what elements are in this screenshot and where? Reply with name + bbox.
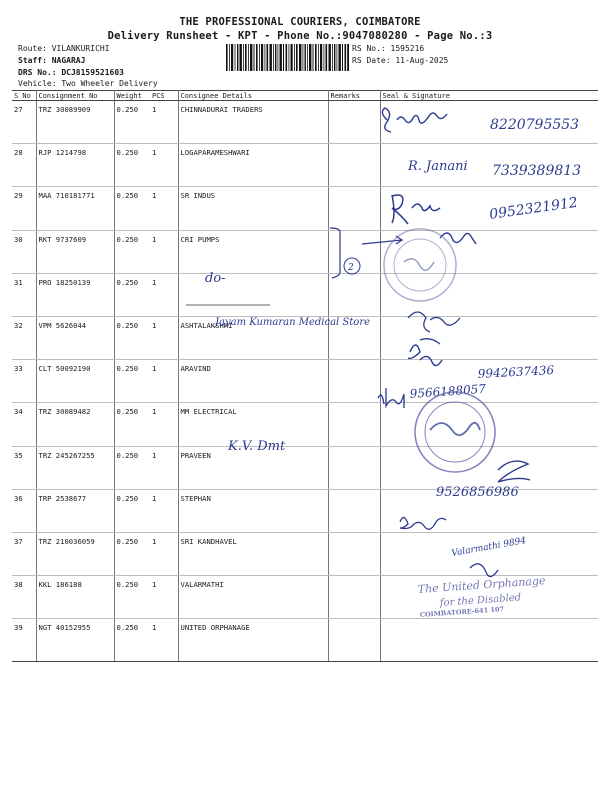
cell-sno: 29 — [12, 187, 36, 230]
cell-consignee: MM ELECTRICAL — [178, 403, 328, 446]
col-header-consignment: Consignment No — [36, 91, 114, 101]
cell-weight: 0.250 — [114, 446, 150, 489]
cell-weight: 0.250 — [114, 316, 150, 359]
signature-scribble — [382, 108, 447, 132]
cell-weight: 0.250 — [114, 144, 150, 187]
handwritten-ditto: do- — [205, 271, 226, 286]
cell-consignment: TRZ 245267255 — [36, 446, 114, 489]
cell-consignment: CLT 50092190 — [36, 360, 114, 403]
signature-scribble — [470, 564, 498, 577]
cell-pcs: 1 — [150, 316, 178, 359]
cell-consignment: MAA 710181771 — [36, 187, 114, 230]
cell-consignment: TRZ 210036059 — [36, 532, 114, 575]
cell-weight: 0.250 — [114, 101, 150, 144]
signature-scribble — [408, 345, 442, 366]
cell-consignment: NGT 40152955 — [36, 619, 114, 662]
cell-consignee: ASHTALAKSHMI — [178, 316, 328, 359]
col-header-remarks: Remarks — [328, 91, 380, 101]
cell-consignee: VALARMATHI — [178, 576, 328, 619]
stamp-text: COIMBATORE-641 107 — [419, 605, 505, 619]
col-header-signature: Seal & Signature — [380, 91, 598, 101]
cell-weight: 0.250 — [114, 489, 150, 532]
col-header-consignee: Consignee Details — [178, 91, 328, 101]
cell-sno: 38 — [12, 576, 36, 619]
cell-weight: 0.250 — [114, 532, 150, 575]
cell-pcs: 1 — [150, 101, 178, 144]
cell-sno: 30 — [12, 230, 36, 273]
cell-weight: 0.250 — [114, 230, 150, 273]
signature-scribble — [498, 461, 530, 482]
cell-sno: 39 — [12, 619, 36, 662]
cell-consignee: SRI KANDHAVEL — [178, 532, 328, 575]
business-stamp-seal — [415, 392, 495, 472]
cell-pcs: 1 — [150, 619, 178, 662]
orphanage-stamp — [417, 574, 546, 619]
cell-pcs: 1 — [150, 360, 178, 403]
company-seal-stamp — [384, 229, 456, 301]
handwritten-name: R. Janani — [408, 159, 468, 174]
col-header-pcs: PCS — [150, 91, 178, 101]
cell-sno: 28 — [12, 144, 36, 187]
cell-consignee: CHINNADURAI TRADERS — [178, 101, 328, 144]
cell-pcs: 1 — [150, 230, 178, 273]
cell-consignment: TRP 2538677 — [36, 489, 114, 532]
cell-sno: 34 — [12, 403, 36, 446]
cell-sno: 33 — [12, 360, 36, 403]
handwritten-phone: 0952321912 — [488, 194, 579, 223]
cell-consignment: VPM 5626044 — [36, 316, 114, 359]
signature-scribble — [408, 312, 460, 344]
cell-consignee: CRI PUMPS — [178, 230, 328, 273]
runsheet-subtitle: Delivery Runsheet - KPT - Phone No.:9047080280 - Page No.:3 — [107, 30, 493, 42]
cell-consignment: PRO 18250139 — [36, 273, 114, 316]
rs-number: RS No.: 1595216 — [352, 44, 425, 53]
drs-number: DRS No.: DCJ8159521603 — [18, 68, 124, 77]
cell-weight: 0.250 — [114, 619, 150, 662]
handwritten-consignee: Jayam Kumaran Medical Store — [215, 317, 371, 328]
cell-weight: 0.250 — [114, 403, 150, 446]
cell-pcs: 1 — [150, 446, 178, 489]
handwritten-phone: 7339389813 — [492, 163, 582, 179]
col-header-weight: Weight — [114, 91, 150, 101]
bracket-mark — [330, 228, 340, 278]
signature-scribble — [378, 388, 404, 408]
cell-consignee: STEPHAN — [178, 489, 328, 532]
col-header-sno: S No — [12, 91, 36, 101]
cell-consignee: LOGAPARAMESHWARI — [178, 144, 328, 187]
vehicle-label: Vehicle: Two Wheeler Delivery — [18, 79, 158, 88]
handwritten-phone: 8220795553 — [490, 117, 580, 133]
circled-mark-text: 2 — [348, 263, 354, 273]
handwritten-name: K.V. Dmt — [228, 439, 286, 454]
cell-consignment: RJP 1214798 — [36, 144, 114, 187]
cell-consignment: KKL 186188 — [36, 576, 114, 619]
handwritten-phone: 9526856986 — [436, 485, 519, 500]
cell-pcs: 1 — [150, 489, 178, 532]
cell-pcs: 1 — [150, 144, 178, 187]
cell-sno: 32 — [12, 316, 36, 359]
cell-pcs: 1 — [150, 576, 178, 619]
cell-sno: 31 — [12, 273, 36, 316]
cell-pcs: 1 — [150, 403, 178, 446]
handwritten-phone: 9942637436 — [477, 363, 555, 381]
cell-consignment: TRZ 30089909 — [36, 101, 114, 144]
cell-pcs: 1 — [150, 187, 178, 230]
cell-sno: 36 — [12, 489, 36, 532]
handwritten-name: Valarmathi 9894 — [450, 535, 527, 559]
cell-consignment: RKT 9737609 — [36, 230, 114, 273]
cell-weight: 0.250 — [114, 576, 150, 619]
cell-consignment: TRZ 30089482 — [36, 403, 114, 446]
cell-consignee: PRAVEEN — [178, 446, 328, 489]
cell-consignee: UNITED ORPHANAGE — [178, 619, 328, 662]
staff-label: Staff: NAGARAJ — [18, 56, 86, 65]
cell-weight: 0.250 — [114, 273, 150, 316]
company-title: THE PROFESSIONAL COURIERS, COIMBATORE — [179, 16, 421, 28]
cell-pcs: 1 — [150, 273, 178, 316]
cell-consignee: ARAVIND — [178, 360, 328, 403]
stamp-text: for the Disabled — [439, 592, 522, 609]
signature-scribble — [400, 517, 446, 529]
cell-weight: 0.250 — [114, 360, 150, 403]
cell-sno: 35 — [12, 446, 36, 489]
route-label: Route: VILANKURICHI — [18, 44, 110, 53]
signature-scribble — [392, 195, 440, 224]
cell-consignee: SR INDUS — [178, 187, 328, 230]
rs-date: RS Date: 11-Aug-2025 — [352, 56, 449, 65]
cell-pcs: 1 — [150, 532, 178, 575]
cell-sno: 27 — [12, 101, 36, 144]
handwritten-phone: 9566188057 — [409, 381, 487, 401]
stamp-text: The United Orphanage — [417, 574, 546, 596]
cell-sno: 37 — [12, 532, 36, 575]
cell-weight: 0.250 — [114, 187, 150, 230]
